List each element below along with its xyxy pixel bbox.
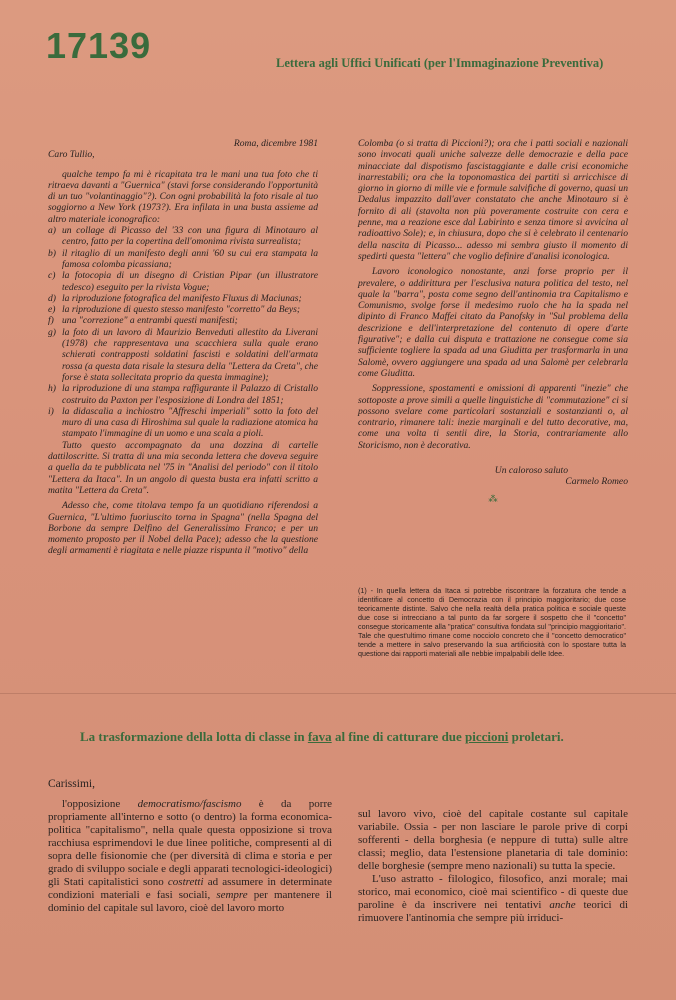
letter-greeting: Caro Tullio,: [48, 149, 95, 161]
list-item: a) un collage di Picasso del '33 con una figura di Minotauro al centro, fatto per la copertina dell'omonima rivista surrealista;: [48, 225, 318, 248]
section-right-column: [358, 808, 628, 925]
logo: 17139: [46, 25, 152, 66]
list-item: b) il ritaglio di un manifesto degli anni '60 su cui era stampata la famosa colomba picassiana;: [48, 247, 318, 270]
list-item: g) la foto di un lavoro di Maurizio Benveduti allestito da Liverani (1978) che rappresentava una scacchiera sulla quale erano schierati contrapposti soldatini fascisti e soldatini dell'armata rossa (a questa data risale la stesura della "Lettera da Creta", che forse è stata sollecitata proprio da questa immagine);: [48, 326, 318, 383]
letter-right-paragraph-3: Soppressione, spostamenti e omissioni di apparenti "inezie" che sottoposte a prove simili a quelle linguistiche di "commutazione" ci si possono svelare come particolari sostanziali e sostanzianti o, al contrario, rimanere tali: inezie marginali e del tutto decorative, ma, come una volta ti sentii dire, la Storia, contrariamente allo Storicismo, non è decorativa.: [358, 383, 628, 451]
section-title: La trasformazione della lotta di classe in fava al fine di catturare due piccioni proletari.: [80, 729, 564, 744]
list-item: d) la riproduzione fotografica del manifesto Fluxus di Maciunas;: [48, 292, 302, 304]
section-left-paragraph: l'opposizione democratismo/fascismo è da porre propriamente all'interno e sotto (o dentro) la forma economica-politica "capitalismo", nella quale questa opposizione si trova racchiusa esprimendovi le due linee politiche, compresenti al di sopra delle fisionomie che (per diversità di clima e storia e per grado di sviluppo sociale e degli apparati tecnologici-ideologici) gli Stati capitalistici sono costretti ad assumere in determinate condizioni materiali e fasi sociali, sempre per mantenere il dominio del capitale sul lavoro, cioè del lavoro morto: [48, 798, 332, 914]
closing-salute: Un caloroso saluto: [494, 465, 568, 477]
list-item: e) la riproduzione di questo stesso manifesto "corretto" da Beys;: [48, 304, 301, 316]
header-title: Lettera agli Uffici Unificati (per l'Immaginazione Preventiva): [276, 56, 604, 70]
dateline: Roma, dicembre 1981: [233, 138, 318, 149]
letter-paragraph-3: Adesso che, come titolava tempo fa un quotidiano riferendosi a Guernica, "L'ultimo fuoriuscito torna in Spagna" (nella Spagna del Borbone da sempre Delfino del Generalissimo Franco; e per un momento proposto per il Nobel della Pace); adesso che la questione degli armamenti è riagitata e nelle piazze rispunta il "motivo" della: [48, 500, 318, 557]
letter-intro: qualche tempo fa mi è ricapitata tra le mani una tua foto che ti ritraeva davanti a "Guernica" (stavi forse considerando l'opportunità di un tuo "volantinaggio"?). Con ogni probabilità la foto risale al tuo soggiorno a New York (1973?). Era infilata in una busta assieme ad altro materiale iconografico:: [48, 168, 318, 225]
section-right-paragraph-2: L'uso astratto - filologico, filosofico, anzi morale; mai storico, mai economico, cioè mai scientifico - di queste due paroline è da inscrivere nei tentativi anche teorici di rimuovere l'antinomia che sempre più irriduci-: [358, 873, 629, 924]
section-greeting: Carissimi,: [48, 778, 95, 790]
section-left-column: [48, 798, 332, 915]
fold-line: [0, 693, 676, 694]
asterism: ⁂: [488, 493, 498, 505]
list-item: i) la didascalia a inchiostro "Affreschi imperiali" sotto la foto del muro di una casa di Hiroshima sul quale la radiazione atomica ha stampato l'immagine di un uomo e una scala a pioli.: [48, 405, 318, 440]
list-item: h) la riproduzione di una stampa raffigurante il Palazzo di Cristallo costruito da Paxton per l'esposizione di Londra del 1851;: [48, 383, 318, 406]
list-item: c) la fotocopia di un disegno di Cristian Pipar (un illustratore tedesco) eseguito per la rivista Vogue;: [48, 270, 318, 293]
section-right-paragraph-1: sul lavoro vivo, cioè del capitale costante sul capitale variabile. Ossia - per non lasciare le parole prive di corpi sofferenti - della borghesia (e neppure di tutta) sulle altre classi; meglio, data l'estensione planetaria di tale dominio: delle borghesie (sempre meno nazionali) su tutta la specie.: [358, 808, 628, 872]
material-list: [48, 225, 318, 440]
letter-right-paragraph-2: Lavoro iconologico nonostante, anzi forse proprio per il prevalere, o addirittura per l'esclusiva natura politica del testo, nel quale la "barra", posta come segno dell'antinomia tra Capitalismo e Comunismo, svolge forse il medesimo ruolo che ha la spada nel dipinto di Franco Maffei citato da Panofsky in "Sul problema della descrizione e dell'interpretazione del contenuto di opere d'arte figurative"; e dalla cui disputa e trattazione ne consegue come sia sufficiente togliere la spada ad una Giuditta per trasformarla in una Salomè, ovvero aggiungere una spada ad una Salomè per celebrarla come Giuditta.: [358, 266, 628, 379]
letter-left-column: [48, 138, 318, 557]
signature: Carmelo Romeo: [565, 476, 628, 488]
footnote: (1) - In quella lettera da Itaca si potrebbe riscontrare la forzatura che tende a identificare al concetto di Democrazia con il principio maggioritario; due cose teoricamente distinte. Salvo che nella realtà della pratica politica e sociale queste due cose si intrecciano a tal punto da far sorgere il sospetto che il "concetto" consegue storicamente alla "pratica" consultiva fondata sul "principio maggioritario". Tale che quest'ultimo rimane come nocciolo concreto che il "concetto democratico" tende a mettere in salvo preservando la sua artificiosità con lo spostare tutta la questione dai rapporti materiali alle nebbie impalpabili delle Idee.: [358, 586, 626, 658]
letter-right-paragraph-1: Colomba (o si tratta di Piccioni?); ora che i patti sociali e nazionali sono invocati quali uniche salvezze delle democrazie e della pace minacciate dal dispotismo fascistaggiante e dalle crisi economiche inarrestabili; ora che la toponomastica dei partiti si arricchisce di giorno in giorno di mille vie e formule salvifiche di governo, quasi un Dedalus impazzito dall'aver constatato che anche Minotauro si è fornito di ali (stavolta non più poveramente costruite con cera e penne, ma a reazione esce dal Labirinto e senza timore si avvicina al radioattivo Sole); e, in chiusura, dopo che si è celebrato il centenario della nascita di Picasso... adesso mi sembra giusto il momento di spedirti questa "lettera" che voglio definire d'analisi iconologica.: [358, 138, 628, 262]
letter-paragraph-2: Tutto questo accompagnato da una dozzina di cartelle dattiloscritte. Si tratta di una mia seconda lettera che doveva seguire a quella da te pubblicata nel '75 in "Analisi del periodo" con il titolo "Lettera da Itaca". In un angolo di questa busta era infatti scritto a matita "Lettera da Creta".: [48, 439, 318, 496]
list-item: f) una "correzione" a entrambi questi manifesti;: [48, 315, 238, 327]
letter-right-column: [358, 138, 628, 505]
